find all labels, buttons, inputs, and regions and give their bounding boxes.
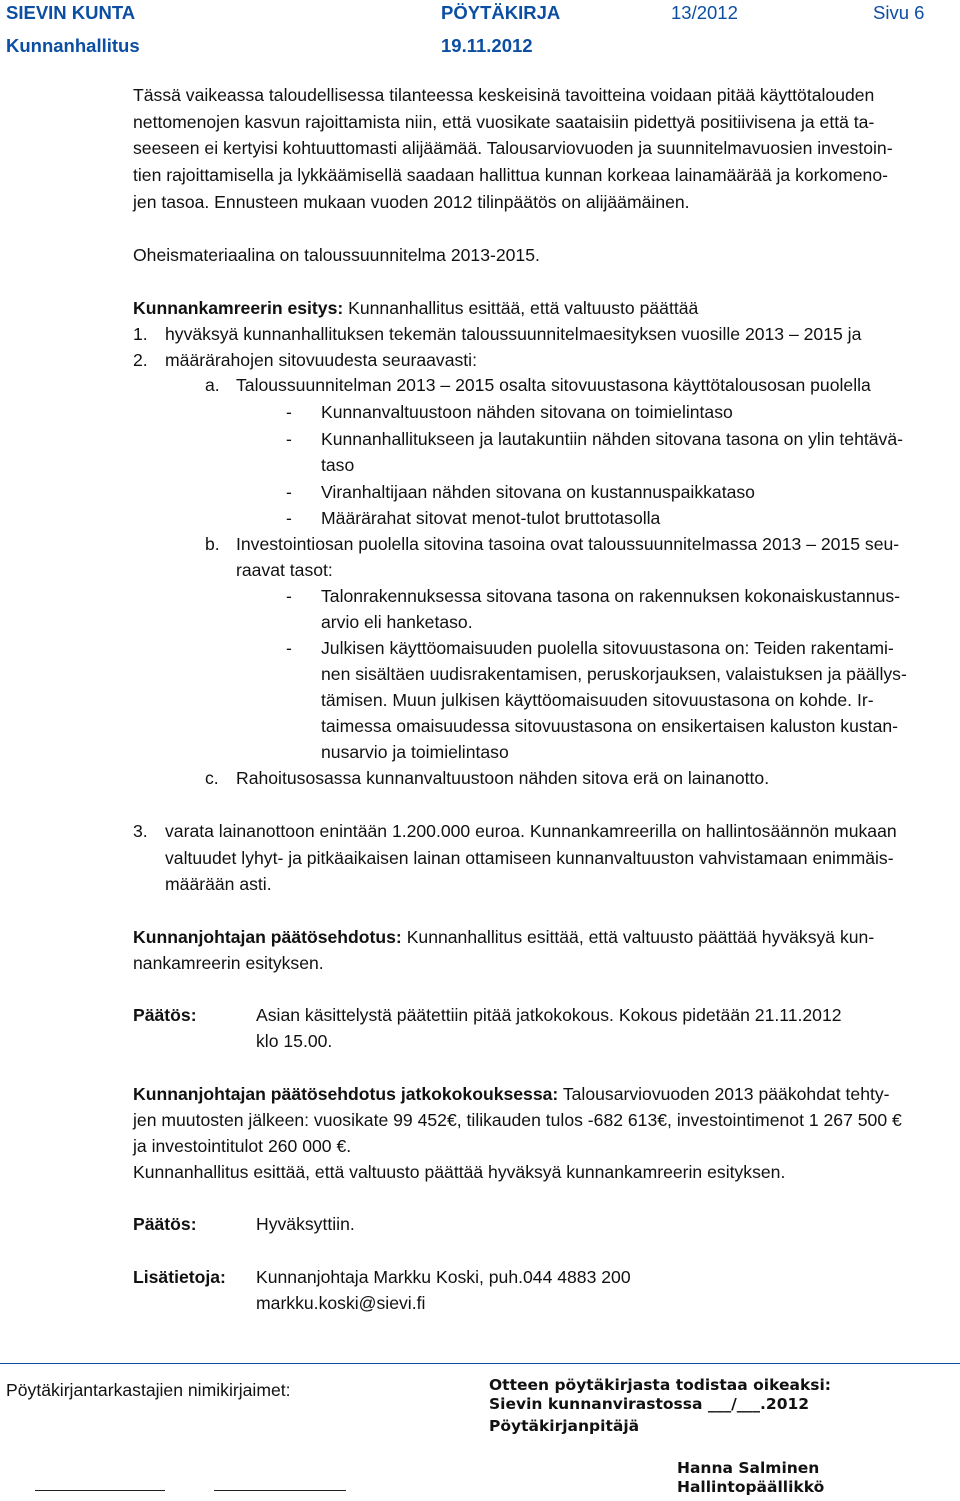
signer-title: Hallintopäällikkö: [677, 1478, 825, 1496]
meeting-date: 19.11.2012: [441, 35, 533, 56]
proposal-label: Kunnankamreerin esitys:: [133, 298, 344, 318]
decision-label: Päätös:: [133, 1005, 197, 1025]
certification-role: Pöytäkirjanpitäjä: [489, 1417, 640, 1435]
b-bullet: Talonrakennuksessa sitovana tasona on rakennuksen kokonaiskustannus-: [321, 586, 901, 606]
org-name: SIEVIN KUNTA: [6, 2, 136, 23]
meeting-body: Kunnanhallitus: [6, 35, 140, 56]
continuation-line: ja investointitulot 260 000 €.: [133, 1136, 352, 1156]
intro-line: tien rajoittamisella ja lykkäämisellä saadaan hallittua kunnan korkeaa lainamäärää ja korkomeno-: [133, 165, 888, 185]
item-number: 3.: [133, 821, 148, 841]
dash: -: [286, 429, 292, 449]
item-3-text-cont: määrään asti.: [165, 874, 272, 894]
dash: -: [286, 482, 292, 502]
proposal-heading: [133, 295, 698, 322]
item-1-text: hyväksyä kunnanhallituksen tekemän taloussuunnitelmaesityksen vuosille 2013 – 2015 ja: [165, 324, 862, 344]
b-bullet: Julkisen käyttöomaisuuden puolella sitovuustasona on: Teiden rakentami-: [321, 638, 894, 658]
signatures-label: Pöytäkirjantarkastajien nimikirjaimet:: [6, 1380, 291, 1400]
sub-letter: c.: [205, 768, 219, 788]
more-info-label: Lisätietoja:: [133, 1267, 226, 1287]
doc-type: PÖYTÄKIRJA: [441, 2, 561, 23]
decision-text-cont: klo 15.00.: [256, 1031, 333, 1051]
item-2-text: määrärahojen sitovuudesta seuraavasti:: [165, 350, 477, 370]
dash: -: [286, 638, 292, 658]
intro-line: Tässä vaikeassa taloudellisessa tilanteessa keskeisinä tavoitteina voidaan pitää käyttötalouden: [133, 85, 875, 105]
sub-b-text: Investointiosan puolella sitovina tasoina ovat taloussuunnitelmassa 2013 – 2015 seu-: [236, 534, 900, 554]
intro-line: seeseen ei kertyisi kohtuuttomasti alijäämää. Talousarviovuoden ja suunnitelmavuosien investoin-: [133, 138, 893, 158]
intro-line: nettomenojen kasvun rajoittamista niin, että vuosikate saataisiin pidettyä positiivisena ja että ta-: [133, 112, 875, 132]
decision-text: Hyväksyttiin.: [256, 1214, 355, 1234]
certification-place: Sievin kunnanvirastossa ___/___.2012: [489, 1395, 810, 1413]
a-bullet: Määrärahat sitovat menot-tulot bruttotasolla: [321, 508, 661, 528]
sub-letter: a.: [205, 375, 220, 395]
initials-line: [214, 1490, 346, 1491]
footer-divider: [0, 1363, 960, 1364]
attachment-note: Oheismateriaalina on taloussuunnitelma 2013-2015.: [133, 245, 540, 265]
decision-label: Päätös:: [133, 1214, 197, 1234]
a-bullet-cont: taso: [321, 455, 355, 475]
manager-proposal-cont: nankamreerin esityksen.: [133, 953, 324, 973]
contact-email: markku.koski@sievi.fi: [256, 1293, 426, 1313]
continuation-text: Talousarviovuoden 2013 pääkohdat tehty-: [562, 1084, 890, 1104]
page-number: Sivu 6: [873, 2, 925, 23]
item-number: 1.: [133, 324, 148, 344]
item-number: 2.: [133, 350, 148, 370]
b-bullet-cont: arvio eli hanketaso.: [321, 612, 473, 632]
item-3-text-cont: valtuudet lyhyt- ja pitkäaikaisen lainan ottamiseen kunnanvaltuuston vahvistamaan enimmäis-: [165, 848, 894, 868]
decision-text: Asian käsittelystä päätettiin pitää jatkokokous. Kokous pidetään 21.11.2012: [256, 1005, 842, 1025]
a-bullet: Kunnanvaltuustoon nähden sitovana on toimielintaso: [321, 402, 733, 422]
intro-line: jen tasoa. Ennusteen mukaan vuoden 2012 tilinpäätös on alijäämäinen.: [133, 192, 690, 212]
sub-c-text: Rahoitusosassa kunnanvaltuustoon nähden sitova erä on lainanotto.: [236, 768, 770, 788]
sub-b-text-cont: raavat tasot:: [236, 560, 333, 580]
continuation-label: Kunnanjohtajan päätösehdotus jatkokokouksessa:: [133, 1084, 559, 1104]
b-bullet-cont: nen sisältäen uudisrakentamisen, peruskorjauksen, valaistuksen ja päällys-: [321, 664, 907, 684]
continuation-line: Kunnanhallitus esittää, että valtuusto päättää hyväksyä kunnankamreerin esityksen.: [133, 1162, 786, 1182]
a-bullet: Kunnanhallitukseen ja lautakuntiin nähden sitovana tasona on ylin tehtävä-: [321, 429, 903, 449]
b-bullet-cont: nusarvio ja toimielintaso: [321, 742, 509, 762]
b-bullet-cont: tämisen. Muun julkisen käyttöomaisuuden sitovuustasona on kohde. Ir-: [321, 690, 874, 710]
b-bullet-cont: taimessa omaisuudessa sitovuustasona on ensikertaisen kaluston kustan-: [321, 716, 899, 736]
dash: -: [286, 586, 292, 606]
signer-name: Hanna Salminen: [677, 1459, 820, 1477]
manager-proposal-label: Kunnanjohtajan päätösehdotus:: [133, 927, 402, 947]
sub-letter: b.: [205, 534, 220, 554]
dash: -: [286, 402, 292, 422]
certification-line: Otteen pöytäkirjasta todistaa oikeaksi:: [489, 1376, 831, 1394]
manager-proposal-continuation: [133, 1081, 890, 1108]
dash: -: [286, 508, 292, 528]
sub-a-text: Taloussuunnitelman 2013 – 2015 osalta sitovuustasona käyttötalousosan puolella: [236, 375, 871, 395]
item-3-text: varata lainanottoon enintään 1.200.000 euroa. Kunnankamreerilla on hallintosäännön mukaan: [165, 821, 897, 841]
doc-number: 13/2012: [671, 2, 738, 23]
proposal-text: Kunnanhallitus esittää, että valtuusto päättää: [348, 298, 699, 318]
contact-name-phone: Kunnanjohtaja Markku Koski, puh.044 4883 200: [256, 1267, 631, 1287]
a-bullet: Viranhaltijaan nähden sitovana on kustannuspaikkataso: [321, 482, 755, 502]
manager-proposal: [133, 924, 874, 951]
manager-proposal-text: Kunnanhallitus esittää, että valtuusto päättää hyväksyä kun-: [406, 927, 875, 947]
continuation-line: jen muutosten jälkeen: vuosikate 99 452€, tilikauden tulos -682 613€, investointimenot 1 267 500 €: [133, 1110, 902, 1130]
initials-line: [35, 1490, 165, 1491]
